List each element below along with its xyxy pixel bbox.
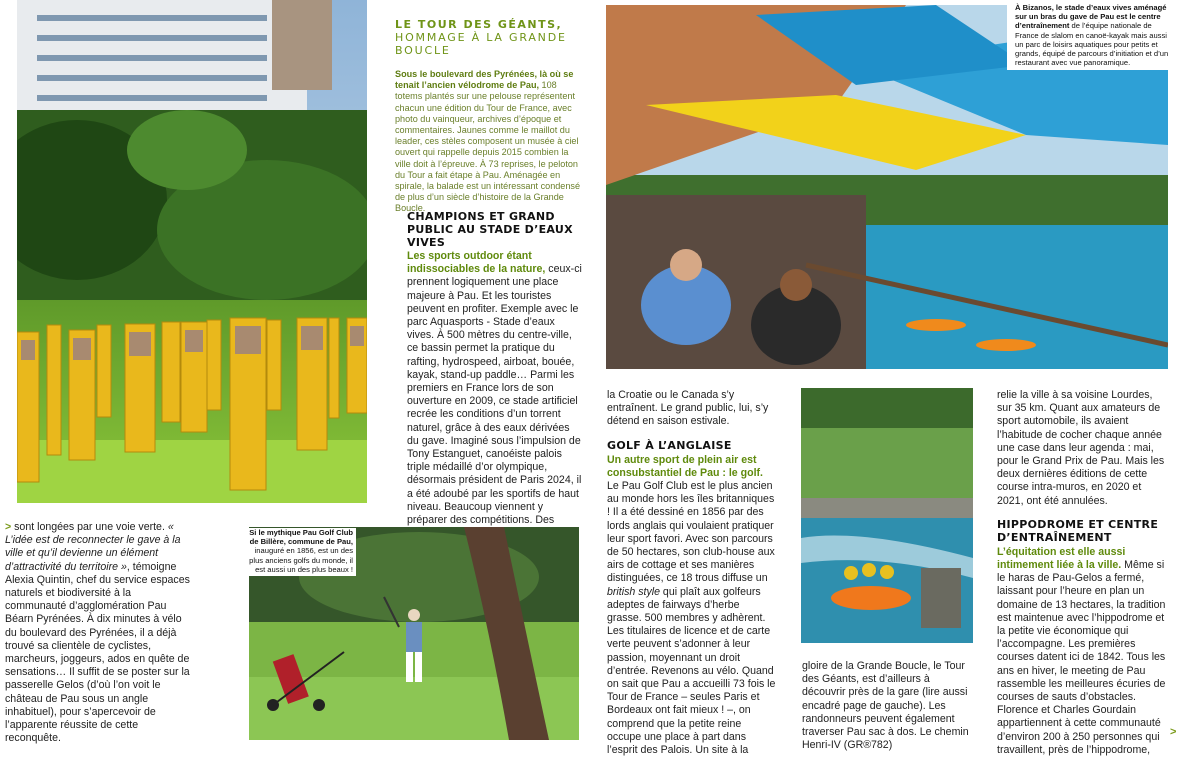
bizanos-caption	[1007, 3, 1180, 70]
champions-body-text: ceux-ci prennent logiquement une place majeure à Pau. Et les touristes peuvent en profiter. Exemple avec le parc Aquasports - Stade d’eaux vives. À 500 mètres du centre-ville, ce bassin permet la pratique du rafting, hydrospeed, airboat, bouée, kayak, stand-up paddle… Parmi les premiers en France lors de son ouverture en 2009, ce stade artificiel recrée les conditions d’un torrent naturel, grâce à des eaux dérivées du gave. Imaginé sous l’impulsion de Tony Estanguet, canoéiste palois triple médaillé d’or olympique, désormais président de Paris 2024, il a été adoubé par les sportifs de haut niveau. Beaucoup viennent y préparer des compétitions. Des	[407, 263, 582, 527]
left-column-text	[5, 521, 193, 745]
golf-body	[607, 454, 777, 757]
hippodrome-lead: L’équitation est elle aussi intimement liée à la ville.	[997, 545, 1126, 572]
golf-italic: british style	[607, 585, 660, 598]
next-page-arrow-icon[interactable]: >	[1170, 726, 1177, 738]
golf-section	[607, 389, 777, 757]
tour-sidebar	[395, 18, 581, 215]
tour-body	[395, 69, 581, 215]
photo-rafting	[801, 388, 973, 643]
golf-body-a: Le Pau Golf Club est le plus ancien au monde hors les îles britanniques ! Il a été dessiné en 1856 par des lords anglais qui voulaient pratiquer leur sport favori. Avec son parcours de 50 hectares, son club-house aux airs de cottage et ses manières distinguées, ce 18 trous diffuse un	[607, 480, 775, 585]
photo-tour-des-geants	[17, 0, 367, 503]
hippodrome-heading: HIPPODROME ET CENTRE D’ENTRAÎNEMENT	[997, 517, 1159, 544]
golf-caption-bold: Si le mythique Pau Golf Club de Billère, commune de Pau,	[249, 528, 353, 547]
tour-body-text: 108 totems plantés sur une pelouse représentent chacun une édition du Tour de France, avec photo du vainqueur, archives d’époque et commentaires. Jaunes comme le maillot du leader, ces stèles composent un musée à ciel ouvert qui rappelle depuis 2015 combien la ville doit à l’épreuve. À 73 reprises, le peloton du Tour a fait étape à Pau. Aménagée en spirale, la balade est un intéressant condensé de plus d’un siècle d’histoire de la Grande Boucle.	[395, 80, 581, 214]
champions-heading: CHAMPIONS ET GRAND PUBLIC AU STADE D’EAUX VIVES	[407, 210, 573, 249]
left-text-b: , témoigne Alexia Quintin, chef du service espaces naturels et biodiversité à la communauté d’agglomération Pau Béarn Pyrénées. À dix minutes à vélo du boulevard des Pyrénées, il a déjà trouvé sa clientèle de cyclistes, marcheurs, joggeurs, ados en quête de sensations… Il suffit de se poster sur la passerelle Gelos (d’où l’on voit le château de Pau sous un angle inhabituel), pour s’apercevoir de l’apparente réussite de cette reconquête.	[5, 560, 190, 745]
golf-caption-rest: inauguré en 1856, est un des plus anciens golfs du monde, il est aussi un des plus beaux !	[249, 546, 353, 574]
left-text-a: sont longées par une voie verte.	[11, 521, 168, 533]
champions-section	[407, 210, 583, 540]
tour-title-rest: HOMMAGE À LA GRANDE BOUCLE	[395, 31, 567, 57]
golf-pre: la Croatie ou le Canada s’y entraînent. Le grand public, lui, s’y détend en saison estivale.	[607, 389, 769, 428]
golf-body-b: qui plaît aux golfeurs adeptes de fairways d’herbe grasse. 500 membres y adhèrent. Les titulaires de licence et de carte verte peuvent s’adonner à leur passion, moyennant un droit d’entrée. Revenons au vélo. Quand on sait que Pau a accueilli 73 fois le Tour de France – seules Paris et Bordeaux ont fait mieux ! –, on comprend que la petite reine occupe une place à part dans l’esprit des Palois. Un site à la	[607, 585, 776, 757]
tour-title-bold: LE TOUR DES GÉANTS,	[395, 18, 563, 31]
golf-caption	[249, 528, 356, 576]
rafting-photo-illustration	[801, 388, 973, 643]
tour-title	[395, 18, 581, 57]
hippodrome-body: Même si le haras de Pau-Gelos a fermé, laissant pour l’heure en plan un domaine de 13 hectares, la tradition est maintenue avec l’hippodrome et la petite vie économique qui l’accompagne. Les premières courses datent ici de 1842. Tous les ans en hiver, le meeting de Pau rassemble les meilleures écuries de courses de sauts d’obstacles. Florence et Charles Gourdain appartiennent à cette communauté d’environ 200 à 250 personnes qui travaillent, près de l’hippodrome,	[997, 559, 1166, 756]
right-pre: relie la ville à sa voisine Lourdes, sur 35 km. Quant aux amateurs de sport automobile, ils avaient l’habitude de cocher chaque année une case dans leur agenda : mai, pour le Grand Prix de Pau. Mais les deux dernières éditions de cette course intra-muros, en 2020 et 2021, ont été annulées.	[997, 389, 1165, 507]
golf-heading: GOLF À L’ANGLAISE	[607, 438, 732, 452]
right-column	[997, 389, 1169, 757]
middle-bottom	[802, 660, 976, 752]
tour-photo-illustration	[17, 0, 367, 503]
middle-bottom-text: gloire de la Grande Boucle, le Tour des Géants, est d’ailleurs à découvrir près de la gare (lire aussi encadré page de gauche). Les randonneurs peuvent également traverser Pau sac à dos. Le chemin Henri-IV (GR®782)	[802, 660, 969, 752]
golf-lead: Un autre sport de plein air est consubstantiel de Pau : le golf.	[607, 453, 763, 479]
continue-arrow-icon: >	[5, 521, 12, 533]
tour-intro: Sous le boulevard des Pyrénées, là où se tenait l’ancien vélodrome de Pau,	[395, 69, 574, 91]
bizanos-caption-rest: de l’équipe nationale de France de slalom en canoë-kayak mais aussi un parc de loisirs aquatiques pour petits et grands, équipé de parcours d’initiation et d’un restaurant avec vue panoramique.	[1015, 21, 1169, 68]
champions-lead: Les sports outdoor étant indissociables de la nature,	[407, 250, 546, 276]
champions-body	[407, 250, 583, 540]
left-column	[5, 521, 193, 745]
right-body	[997, 546, 1169, 757]
left-quote: « L’idée est de reconnecter le gave à la ville et qu’il devienne un élément d’attractivité du territoire »	[5, 521, 181, 573]
bizanos-caption-bold: À Bizanos, le stade d’eaux vives aménagé sur un bras du gave de Pau est le centre d’entraînement	[1015, 3, 1167, 31]
